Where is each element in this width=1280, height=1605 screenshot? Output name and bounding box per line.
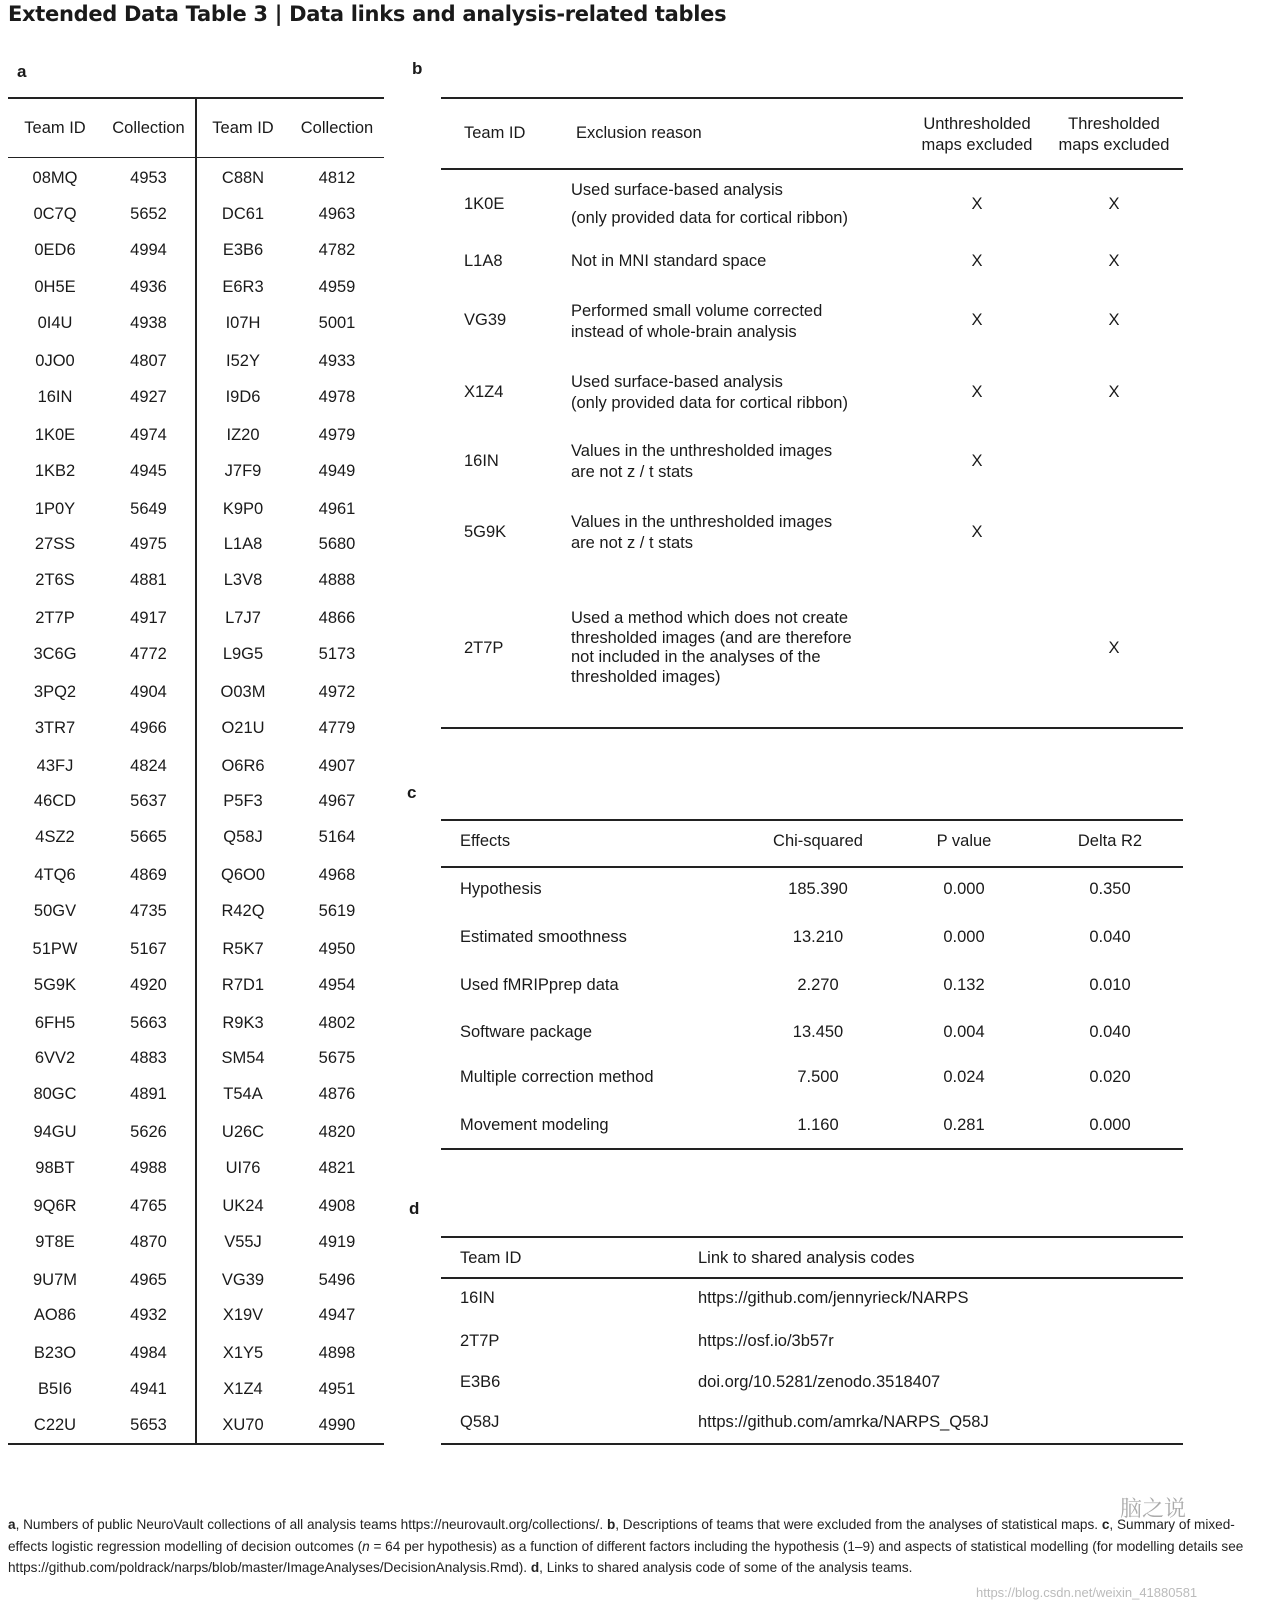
table-a-team-id: 1K0E — [34, 426, 76, 444]
table-a-team-id: IZ20 — [226, 426, 260, 444]
table-a-team-id: 6VV2 — [34, 1049, 76, 1067]
table-a-team-id: Q6O0 — [220, 866, 266, 884]
table-a-team-id: 16IN — [37, 388, 73, 406]
table-a-team-id: K9P0 — [222, 500, 264, 518]
table-b-header-unthresholded: Unthresholded maps excluded — [921, 115, 1033, 154]
table-a-team-id: C22U — [33, 1416, 77, 1434]
panel-label-c: c — [407, 783, 417, 802]
table-a-team-id: 4TQ6 — [34, 866, 76, 884]
table-a-team-id: I07H — [225, 314, 261, 332]
table-a-collection: 4951 — [318, 1380, 356, 1398]
table-a-collection: 4968 — [318, 866, 356, 884]
table-c-chi-squared: 1.160 — [797, 1116, 839, 1134]
table-a-team-id: 4SZ2 — [35, 828, 75, 846]
table-c-header-effects: Effects — [460, 832, 511, 850]
table-b-team-id: 2T7P — [464, 639, 504, 657]
table-a-team-id: 08MQ — [32, 169, 78, 187]
table-a-collection: 5167 — [130, 940, 167, 958]
table-b-team-id: 16IN — [464, 452, 499, 470]
table-a-team-id: V55J — [224, 1233, 262, 1251]
table-b-exclusion-reason-line2: (only provided data for cortical ribbon) — [571, 209, 848, 227]
table-b-team-id: VG39 — [464, 311, 507, 329]
table-c-delta-r2: 0.040 — [1089, 928, 1131, 946]
table-b-unthresholded-mark: X — [971, 195, 983, 213]
table-a-collection: 4938 — [130, 314, 167, 332]
table-a-team-id: 9U7M — [32, 1271, 77, 1289]
table-a-collection: 5675 — [318, 1049, 356, 1067]
table-b-thresholded-mark: X — [1108, 311, 1120, 329]
table-a-team-id: 46CD — [33, 792, 77, 810]
table-c-header-delta-r2: Delta R2 — [1077, 832, 1143, 850]
table-a-collection: 4820 — [318, 1123, 356, 1141]
table-a-team-id: 2T6S — [35, 571, 75, 589]
table-c-delta-r2: 0.040 — [1089, 1023, 1131, 1041]
table-a-collection: 4881 — [130, 571, 167, 589]
table-a-collection: 4869 — [130, 866, 167, 884]
table-a-team-id: 3PQ2 — [33, 683, 77, 701]
table-a-team-id: I52Y — [226, 352, 260, 370]
table-a-collection: 4933 — [318, 352, 356, 370]
table-a-collection: 4883 — [130, 1049, 167, 1067]
table-b-exclusion-reason-line2: instead of whole-brain analysis — [571, 323, 797, 341]
table-c-effect: Multiple correction method — [460, 1068, 654, 1086]
table-a-team-id: R42Q — [221, 902, 265, 920]
table-a-collection: 4812 — [318, 169, 356, 187]
table-a-team-id: 51PW — [32, 940, 78, 958]
table-a-collection: 4821 — [318, 1159, 356, 1177]
table-c-chi-squared: 2.270 — [797, 976, 839, 994]
table-a-collection: 4959 — [318, 278, 356, 296]
table-a-header-team-id-left: Team ID — [24, 119, 86, 137]
table-c-chi-squared: 13.450 — [792, 1023, 844, 1041]
table-d-link[interactable]: doi.org/10.5281/zenodo.3518407 — [698, 1373, 941, 1391]
table-d-header-rule — [441, 1277, 1183, 1279]
table-d-link[interactable]: https://osf.io/3b57r — [698, 1332, 834, 1350]
table-a-collection: 5001 — [318, 314, 356, 332]
table-b-exclusion-reason: Not in MNI standard space — [571, 252, 767, 270]
table-a-team-id: T54A — [223, 1085, 263, 1103]
table-d-link[interactable]: https://github.com/jennyrieck/NARPS — [698, 1289, 969, 1307]
table-a-team-id: I9D6 — [225, 388, 261, 406]
table-c-delta-r2: 0.020 — [1089, 1068, 1131, 1086]
table-a-team-id: SM54 — [221, 1049, 265, 1067]
table-c-effect: Hypothesis — [460, 880, 542, 898]
table-b-exclusion-reason-line2: are not z / t stats — [571, 463, 693, 481]
table-b-exclusion-reason: Performed small volume corrected — [571, 302, 823, 320]
table-d-link[interactable]: https://github.com/amrka/NARPS_Q58J — [698, 1413, 989, 1431]
table-a-collection: 4963 — [318, 205, 356, 223]
table-b-header-thresholded: Thresholded maps excluded — [1058, 115, 1170, 154]
table-a-collection: 4891 — [130, 1085, 167, 1103]
table-d-team-id: 2T7P — [460, 1332, 500, 1350]
table-a-collection: 4735 — [130, 902, 167, 920]
table-b-header-team-id: Team ID — [464, 124, 526, 142]
table-a-header-collection-left: Collection — [112, 119, 185, 137]
table-a-team-id: R9K3 — [222, 1014, 264, 1032]
table-a-header-collection-right: Collection — [300, 119, 374, 137]
table-c-delta-r2: 0.000 — [1089, 1116, 1131, 1134]
table-c-p-value: 0.024 — [943, 1068, 985, 1086]
table-a-collection: 5619 — [318, 902, 356, 920]
table-a-team-id: X1Z4 — [223, 1380, 263, 1398]
table-a-team-id: 6FH5 — [34, 1014, 76, 1032]
table-a-team-id: 94GU — [33, 1123, 77, 1141]
table-a-collection: 4966 — [130, 719, 167, 737]
watermark-url: https://blog.csdn.net/weixin_41880581 — [976, 1585, 1198, 1600]
table-b-thresholded-mark: X — [1108, 195, 1120, 213]
table-a-collection: 4978 — [318, 388, 356, 406]
table-a-team-id: AO86 — [33, 1306, 77, 1324]
panel-label-a: a — [17, 62, 27, 81]
table-a-collection: 5680 — [318, 535, 356, 553]
table-a-collection: 4972 — [318, 683, 356, 701]
watermark-brand: 脑之说 — [1120, 1496, 1187, 1521]
table-a-collection: 5164 — [318, 828, 356, 846]
table-a-collection: 5653 — [130, 1416, 167, 1434]
table-a-collection: 4994 — [130, 241, 167, 259]
table-a-team-id: B23O — [33, 1344, 77, 1362]
table-a-collection: 4866 — [318, 609, 356, 627]
table-a-team-id: 1KB2 — [34, 462, 76, 480]
table-a-collection: 4919 — [318, 1233, 356, 1251]
table-a-collection: 5173 — [318, 645, 356, 663]
table-a-collection: 5665 — [130, 828, 167, 846]
table-a-team-id: R7D1 — [221, 976, 265, 994]
table-a-collection: 4807 — [130, 352, 167, 370]
table-b-exclusion-reason: Used a method which does not create thresholded images (and are therefore not included in the analyses of the thresholded images) — [571, 609, 852, 686]
table-a-team-id: 50GV — [33, 902, 77, 920]
table-a-collection: 4941 — [130, 1380, 167, 1398]
footnote-label-d: d — [530, 1560, 540, 1575]
table-a-team-id: E3B6 — [222, 241, 264, 259]
table-a-collection: 4961 — [318, 500, 356, 518]
table-a-team-id: X19V — [222, 1306, 264, 1324]
table-b-team-id: X1Z4 — [464, 383, 504, 401]
table-a-team-id: 2T7P — [35, 609, 75, 627]
table-b-unthresholded-mark: X — [971, 252, 983, 270]
table-a-divider — [195, 99, 197, 1443]
table-a-collection: 4953 — [130, 169, 167, 187]
table-title: Extended Data Table 3 | Data links and analysis-related tables — [8, 2, 727, 26]
table-d-header-team-id: Team ID — [460, 1249, 522, 1267]
table-b-exclusion-reason-line2: are not z / t stats — [571, 534, 693, 552]
table-a-collection: 4979 — [318, 426, 356, 444]
footnote-text-b: , Descriptions of teams that were excluded from the analyses of statistical maps. — [615, 1517, 1102, 1532]
table-a-collection: 4917 — [130, 609, 167, 627]
table-c-effect: Movement modeling — [460, 1116, 609, 1134]
table-b-thresholded-mark: X — [1108, 383, 1120, 401]
table-a-team-id: 9T8E — [35, 1233, 75, 1251]
table-a-collection: 4908 — [318, 1197, 356, 1215]
table-d-bottom-rule — [441, 1443, 1183, 1445]
table-a-team-id: C88N — [221, 169, 265, 187]
table-b-team-id: 5G9K — [464, 523, 507, 541]
table-a-collection: 5663 — [130, 1014, 167, 1032]
table-d-team-id: E3B6 — [460, 1373, 501, 1391]
table-a-team-id: O6R6 — [221, 757, 265, 775]
table-b-exclusion-reason: Values in the unthresholded images — [571, 513, 833, 531]
table-a-collection: 4920 — [130, 976, 167, 994]
table-c-delta-r2: 0.350 — [1089, 880, 1131, 898]
table-a-team-id: O21U — [221, 719, 265, 737]
table-a-collection: 4927 — [130, 388, 167, 406]
footnote-text-a: , Numbers of public NeuroVault collections of all analysis teams https://neurovault.org/collections/. — [15, 1517, 607, 1532]
footnote-label-a: a — [8, 1517, 16, 1532]
table-a-collection: 4907 — [318, 757, 356, 775]
table-a-team-id: UK24 — [222, 1197, 264, 1215]
table-a-collection: 4870 — [130, 1233, 167, 1251]
table-a-collection: 5496 — [318, 1271, 356, 1289]
table-a-team-id: E6R3 — [222, 278, 264, 296]
table-a-collection: 4802 — [318, 1014, 356, 1032]
table-a-bottom-rule — [8, 1443, 384, 1445]
table-b-top-rule — [441, 97, 1183, 99]
table-a-header-team-id-right: Team ID — [212, 119, 274, 137]
table-a-collection: 4765 — [130, 1197, 167, 1215]
table-a-team-id: VG39 — [221, 1271, 265, 1289]
table-a-collection: 5649 — [130, 500, 167, 518]
table-d-team-id: 16IN — [460, 1289, 495, 1307]
table-b-exclusion-reason: Values in the unthresholded images — [571, 442, 833, 460]
table-a-team-id: 80GC — [33, 1085, 77, 1103]
table-a-team-id: L1A8 — [223, 535, 263, 553]
table-a-team-id: B5I6 — [38, 1380, 72, 1398]
table-a-team-id: XU70 — [222, 1416, 264, 1434]
table-b-exclusion-reason: Used surface-based analysis — [571, 181, 783, 199]
table-a-team-id: 0ED6 — [34, 241, 76, 259]
table-a-collection: 4772 — [130, 645, 167, 663]
table-c-delta-r2: 0.010 — [1089, 976, 1131, 994]
table-a-collection: 4932 — [130, 1306, 167, 1324]
footnote-text-d: , Links to shared analysis code of some of the analysis teams. — [539, 1560, 913, 1575]
footnote-label-b: b — [606, 1517, 616, 1532]
table-c-header-chi-squared: Chi-squared — [773, 832, 863, 850]
table-a-team-id: 0H5E — [34, 278, 76, 296]
table-c-effect: Used fMRIPprep data — [460, 976, 619, 994]
table-a-team-id: J7F9 — [224, 462, 262, 480]
table-a-collection: 5637 — [130, 792, 167, 810]
table-c-header-rule — [441, 866, 1183, 868]
panel-label-b: b — [412, 59, 423, 78]
table-a-team-id: 1P0Y — [34, 500, 76, 518]
footnote-n-italic: n — [362, 1538, 370, 1554]
table-a-collection: 4824 — [130, 757, 167, 775]
table-c-chi-squared: 13.210 — [792, 928, 844, 946]
table-a-team-id: 27SS — [34, 535, 76, 553]
table-a-collection: 4974 — [130, 426, 167, 444]
table-b-bottom-rule — [441, 727, 1183, 729]
table-a-collection: 4988 — [130, 1159, 167, 1177]
table-c-p-value: 0.132 — [943, 976, 985, 994]
table-c-p-value: 0.000 — [943, 928, 985, 946]
table-a-collection: 4984 — [130, 1344, 167, 1362]
table-a-team-id: 0C7Q — [33, 205, 77, 223]
table-a-collection: 4782 — [318, 241, 356, 259]
table-a-team-id: 0I4U — [37, 314, 73, 332]
table-c-chi-squared: 7.500 — [797, 1068, 839, 1086]
table-a-collection: 4936 — [130, 278, 167, 296]
table-d-header-link: Link to shared analysis codes — [698, 1249, 915, 1267]
table-c-bottom-rule — [441, 1148, 1183, 1150]
table-a-team-id: P5F3 — [223, 792, 263, 810]
table-a-team-id: UI76 — [225, 1159, 261, 1177]
table-a-collection: 4779 — [318, 719, 356, 737]
table-b-unthresholded-mark: X — [971, 383, 983, 401]
table-a-team-id: L9G5 — [222, 645, 264, 663]
table-a-team-id: 9Q6R — [33, 1197, 77, 1215]
table-b-thresholded-mark: X — [1108, 639, 1120, 657]
table-a-team-id: U26C — [221, 1123, 265, 1141]
table-b-exclusion-reason: Used surface-based analysis — [571, 373, 783, 391]
footnote-text-c-1: , Summary of mixed-effects logistic regression modelling of decision outcomes ( — [8, 1517, 1235, 1554]
table-a-team-id: 98BT — [35, 1159, 75, 1177]
table-d-team-id: Q58J — [460, 1413, 500, 1431]
table-a-collection: 4950 — [318, 940, 356, 958]
table-a-collection: 4888 — [318, 571, 356, 589]
table-b-thresholded-mark: X — [1108, 252, 1120, 270]
table-a-team-id: Q58J — [223, 828, 263, 846]
table-d-top-rule — [441, 1236, 1183, 1238]
table-b-exclusion-reason-line2: (only provided data for cortical ribbon) — [571, 394, 848, 412]
table-a-team-id: L7J7 — [225, 609, 261, 627]
footnote-text-c-2: = 64 per hypothesis) as a function of different factors including the hypothesis (1–9) and aspects of statistical modelling (for modelling details see https://github.com/poldrack/narps/blob/master/ImageAnalyses/DecisionAnalysis.Rmd). — [8, 1538, 1244, 1575]
table-b-unthresholded-mark: X — [971, 523, 983, 541]
table-a-team-id: 3C6G — [33, 645, 77, 663]
table-a-team-id: 0JO0 — [35, 352, 75, 370]
table-a-collection: 4876 — [318, 1085, 356, 1103]
table-a-team-id: DC61 — [221, 205, 265, 223]
table-a-collection: 4990 — [318, 1416, 356, 1434]
table-c-chi-squared: 185.390 — [788, 880, 848, 898]
table-b-unthresholded-mark: X — [971, 452, 983, 470]
table-b-header-rule — [441, 168, 1183, 170]
table-a-collection: 4967 — [318, 792, 356, 810]
table-b-unthresholded-mark: X — [971, 311, 983, 329]
table-a-collection: 4954 — [318, 976, 356, 994]
footnote-label-c: c — [1101, 1517, 1110, 1532]
table-a-collection: 4975 — [130, 535, 167, 553]
table-a-team-id: L3V8 — [223, 571, 263, 589]
table-c-effect: Software package — [460, 1023, 593, 1041]
table-b-header-exclusion-reason: Exclusion reason — [576, 124, 702, 142]
table-a-team-id: X1Y5 — [222, 1344, 264, 1362]
table-c-p-value: 0.004 — [943, 1023, 985, 1041]
table-a-collection: 5652 — [130, 205, 167, 223]
table-a-team-id: 43FJ — [36, 757, 74, 775]
table-b-team-id: 1K0E — [464, 195, 505, 213]
table-a-collection: 4898 — [318, 1344, 356, 1362]
table-b-team-id: L1A8 — [464, 252, 503, 270]
table-a-collection: 4945 — [130, 462, 167, 480]
table-a-collection: 4904 — [130, 683, 167, 701]
table-a-collection: 4965 — [130, 1271, 167, 1289]
table-c-top-rule — [441, 819, 1183, 821]
table-a-team-id: R5K7 — [222, 940, 264, 958]
panel-label-d: d — [409, 1199, 420, 1218]
table-a-collection: 4949 — [318, 462, 356, 480]
table-a-collection: 4947 — [318, 1306, 356, 1324]
table-a-team-id: O03M — [220, 683, 266, 701]
table-a-team-id: 3TR7 — [34, 719, 76, 737]
table-a-collection: 5626 — [130, 1123, 167, 1141]
table-c-p-value: 0.000 — [943, 880, 985, 898]
table-c-effect: Estimated smoothness — [460, 928, 627, 946]
table-c-p-value: 0.281 — [943, 1116, 985, 1134]
footnote — [8, 1514, 1270, 1579]
table-a-team-id: 5G9K — [33, 976, 77, 994]
table-c-header-p-value: P value — [936, 832, 992, 850]
